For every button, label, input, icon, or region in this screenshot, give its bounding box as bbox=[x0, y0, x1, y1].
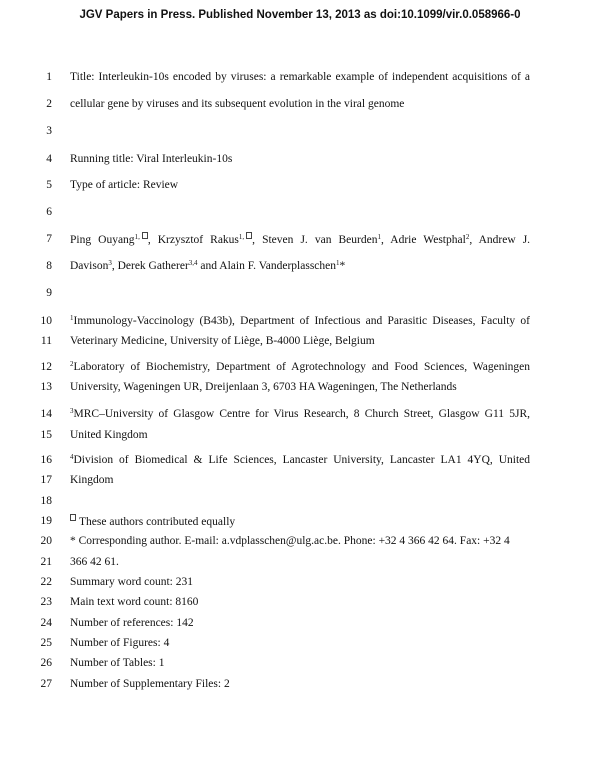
corresponding-author-line-2: 366 42 61. bbox=[70, 556, 119, 568]
line-number: 22 bbox=[40, 576, 52, 588]
affiliation-4: $^4$Division of Biomedical & Life Sciences, Lancaster University, Lancaster LA1 4YQ, United bbox=[70, 453, 530, 466]
line-number: 19 bbox=[40, 515, 52, 527]
author-name: Davison bbox=[70, 260, 109, 272]
reference-count: Number of references: 142 bbox=[70, 617, 194, 629]
line-number: 12 bbox=[40, 361, 52, 373]
equal-contribution-mark-icon bbox=[70, 514, 76, 521]
line-number: 13 bbox=[40, 381, 52, 393]
corresponding-mark: * bbox=[339, 260, 346, 272]
author-name: Derek Gatherer bbox=[117, 260, 189, 272]
line-number: 11 bbox=[40, 335, 52, 347]
author-name: Alain F. Vanderplasschen bbox=[219, 260, 336, 272]
corresponding-author-line-1: * Corresponding author. E-mail: a.vdplasschen@ulg.ac.be. Phone: +32 4 366 42 64. Fax: +32 4 bbox=[70, 535, 510, 547]
affiliation-3: $^3$MRC–University of Glasgow Centre for Virus Research, 8 Church Street, Glasgow G11 5JR, bbox=[70, 407, 530, 420]
line-number: 25 bbox=[40, 637, 52, 649]
line-number: 8 bbox=[46, 260, 52, 272]
equal-contribution-note: These authors contributed equally bbox=[70, 514, 530, 529]
author-affiliation-sup: 2 bbox=[465, 233, 470, 241]
line-number: 23 bbox=[40, 596, 52, 608]
author-affiliation-sup: 1, bbox=[134, 233, 140, 241]
line-number: 18 bbox=[40, 495, 52, 507]
affiliation-1-cont: Veterinary Medicine, University of Liège, B-4000 Liège, Belgium bbox=[70, 335, 375, 347]
affiliation-4-cont: Kingdom bbox=[70, 474, 114, 486]
author-affiliation-sup: 3,4 bbox=[188, 259, 198, 267]
affiliation-2: $^2$Laboratory of Biochemistry, Department of Agrotechnology and Food Sciences, Wageningen bbox=[70, 360, 530, 373]
line-number: 21 bbox=[40, 556, 52, 568]
summary-word-count: Summary word count: 231 bbox=[70, 576, 193, 588]
author-affiliation-sup: 1 bbox=[377, 233, 381, 241]
supplementary-count: Number of Supplementary Files: 2 bbox=[70, 678, 230, 690]
author-name: Krzysztof Rakus bbox=[157, 234, 239, 246]
affiliation-3-cont: United Kingdom bbox=[70, 429, 148, 441]
line-number: 10 bbox=[40, 315, 52, 327]
authors-line-2: Davison$^3$, Derek Gatherer$^{3,4}$ and Alain F. Vanderplasschen$^1$* bbox=[70, 259, 346, 272]
author-affiliation-sup: 1, bbox=[238, 233, 245, 241]
line-number: 15 bbox=[40, 429, 52, 441]
line-number: 14 bbox=[40, 408, 52, 420]
line-number: 3 bbox=[46, 125, 52, 137]
affiliation-1: $^1$Immunology-Vaccinology (B43b), Department of Infectious and Parasitic Diseases, Faculty of bbox=[70, 314, 530, 327]
line-number: 24 bbox=[40, 617, 52, 629]
journal-header: JGV Papers in Press. Published November 13, 2013 as doi:10.1099/vir.0.058966-0 bbox=[79, 9, 521, 21]
line-number: 4 bbox=[46, 153, 52, 165]
line-number: 17 bbox=[40, 474, 52, 486]
line-number: 16 bbox=[40, 454, 52, 466]
line-number: 5 bbox=[46, 179, 52, 191]
author-name: Adrie Westphal bbox=[390, 234, 466, 246]
authors-line-1: Ping Ouyang$^{1,}$ , Krzysztof Rakus$^{1,}$ , Steven J. van Beurden$^1$, Adrie Westphal$^2$, Andrew J. bbox=[70, 233, 531, 246]
main-word-count: Main text word count: 8160 bbox=[70, 596, 199, 608]
author-name: Steven J. van Beurden bbox=[262, 234, 378, 246]
author-affiliation-sup: 1 bbox=[336, 259, 340, 267]
author-name: Andrew J. bbox=[478, 234, 531, 246]
running-title: Running title: Viral Interleukin-10s bbox=[70, 153, 233, 165]
line-number: 27 bbox=[40, 678, 52, 690]
table-count: Number of Tables: 1 bbox=[70, 657, 165, 669]
affiliation-2-cont: University, Wageningen UR, Dreijenlaan 3, 6703 HA Wageningen, The Netherlands bbox=[70, 381, 457, 393]
line-number: 20 bbox=[40, 535, 52, 547]
line-number: 6 bbox=[46, 206, 52, 218]
title-line-1: Title: Interleukin-10s encoded by viruses: a remarkable example of independent acquisitions of a bbox=[70, 71, 530, 83]
author-affiliation-sup: 3 bbox=[108, 259, 112, 267]
figure-count: Number of Figures: 4 bbox=[70, 637, 170, 649]
line-number: 9 bbox=[46, 287, 52, 299]
line-number: 7 bbox=[46, 233, 52, 245]
author-name: Ping Ouyang bbox=[70, 234, 135, 246]
article-type: Type of article: Review bbox=[70, 179, 179, 191]
line-number: 2 bbox=[46, 98, 52, 110]
line-number: 26 bbox=[40, 657, 52, 669]
line-number: 1 bbox=[46, 71, 52, 83]
title-line-2: cellular gene by viruses and its subsequent evolution in the viral genome bbox=[70, 98, 405, 110]
